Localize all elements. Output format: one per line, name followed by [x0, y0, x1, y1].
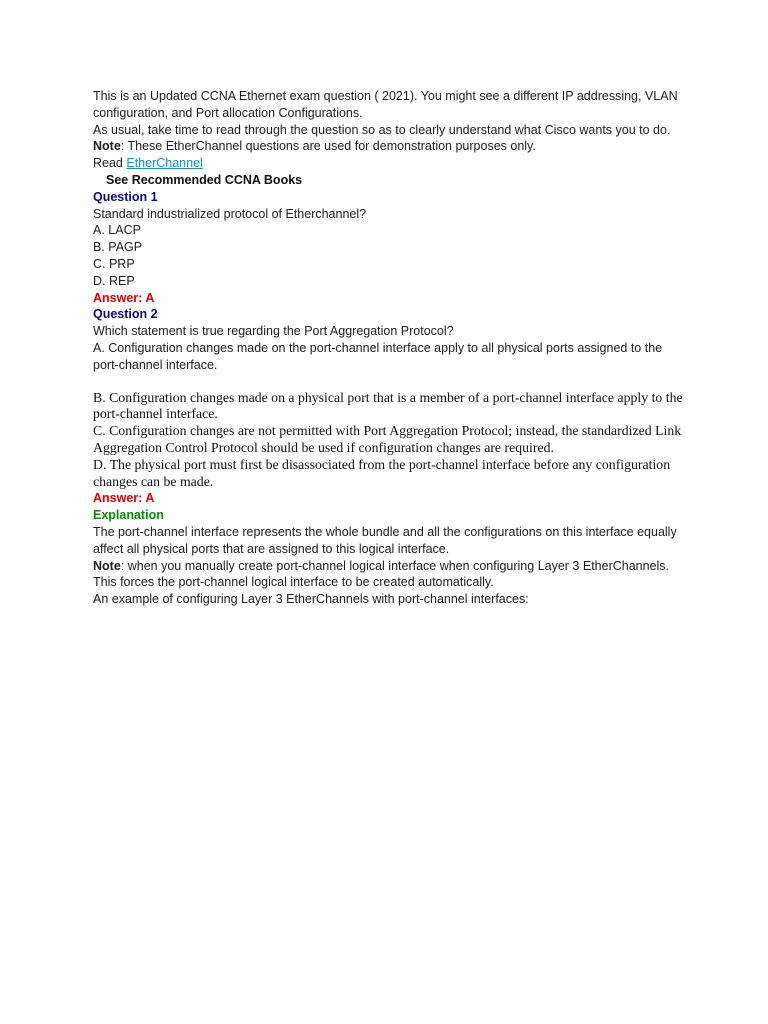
question-2-title: Question 2 [93, 307, 158, 322]
document-body [93, 88, 683, 608]
explanation-note [93, 558, 683, 575]
read-prefix: Read [93, 156, 127, 171]
question-2-option-a: A. Configuration changes made on the port-channel interface apply to all physical ports assigned to the port-channel interface. [93, 340, 663, 372]
explanation-title: Explanation [93, 508, 164, 523]
recommended-books-heading: See Recommended CCNA Books [106, 172, 303, 187]
explanation-text-3: An example of configuring Layer 3 EtherChannels with port-channel interfaces: [93, 592, 529, 607]
question-2-option-d: D. The physical port must first be disassociated from the port-channel interface before any configuration changes can be made. [93, 456, 671, 489]
question-1-answer: Answer: A [93, 290, 155, 305]
note-label: Note [93, 139, 121, 154]
question-1-option-b: B. PAGP [93, 240, 143, 255]
explanation-note-text: : when you manually create port-channel logical interface when configuring Layer 3 EtherChannels. [120, 558, 670, 573]
paragraph-gap [93, 374, 683, 390]
intro-note [93, 138, 683, 155]
question-1-option-d: D. REP [93, 273, 135, 288]
explanation-note-label: Note [93, 558, 121, 573]
explanation-text-2: This forces the port-channel logical interface to be created automatically. [93, 575, 494, 590]
read-line [93, 155, 683, 172]
etherchannel-link[interactable]: EtherChannel [126, 156, 203, 171]
question-2-text: Which statement is true regarding the Port Aggregation Protocol? [93, 324, 454, 339]
question-1-title: Question 1 [93, 189, 158, 204]
question-1-option-c: C. PRP [93, 256, 135, 271]
question-2-answer: Answer: A [93, 491, 155, 506]
intro-line-2: As usual, take time to read through the question so as to clearly understand what Cisco wants you to do. [93, 122, 671, 137]
question-1-text: Standard industrialized protocol of Etherchannel? [93, 206, 367, 221]
intro-line-1: This is an Updated CCNA Ethernet exam question ( 2021). You might see a different IP addressing, VLAN configuration, and Port allocation Configurations. [93, 89, 678, 120]
question-2-option-b: B. Configuration changes made on a physical port that is a member of a port-channel interface apply to the port-channel interface. [93, 389, 683, 422]
question-1-option-a: A. LACP [93, 223, 141, 238]
question-2-option-c: C. Configuration changes are not permitted with Port Aggregation Protocol; instead, the standardized Link Aggregation Control Protocol should be used if configuration changes are required. [93, 423, 682, 455]
note-text: : These EtherChannel questions are used for demonstration purposes only. [120, 139, 536, 154]
explanation-text-1: The port-channel interface represents the whole bundle and all the configurations on this interface equally affect all physical ports that are assigned to this logical interface. [93, 524, 677, 556]
